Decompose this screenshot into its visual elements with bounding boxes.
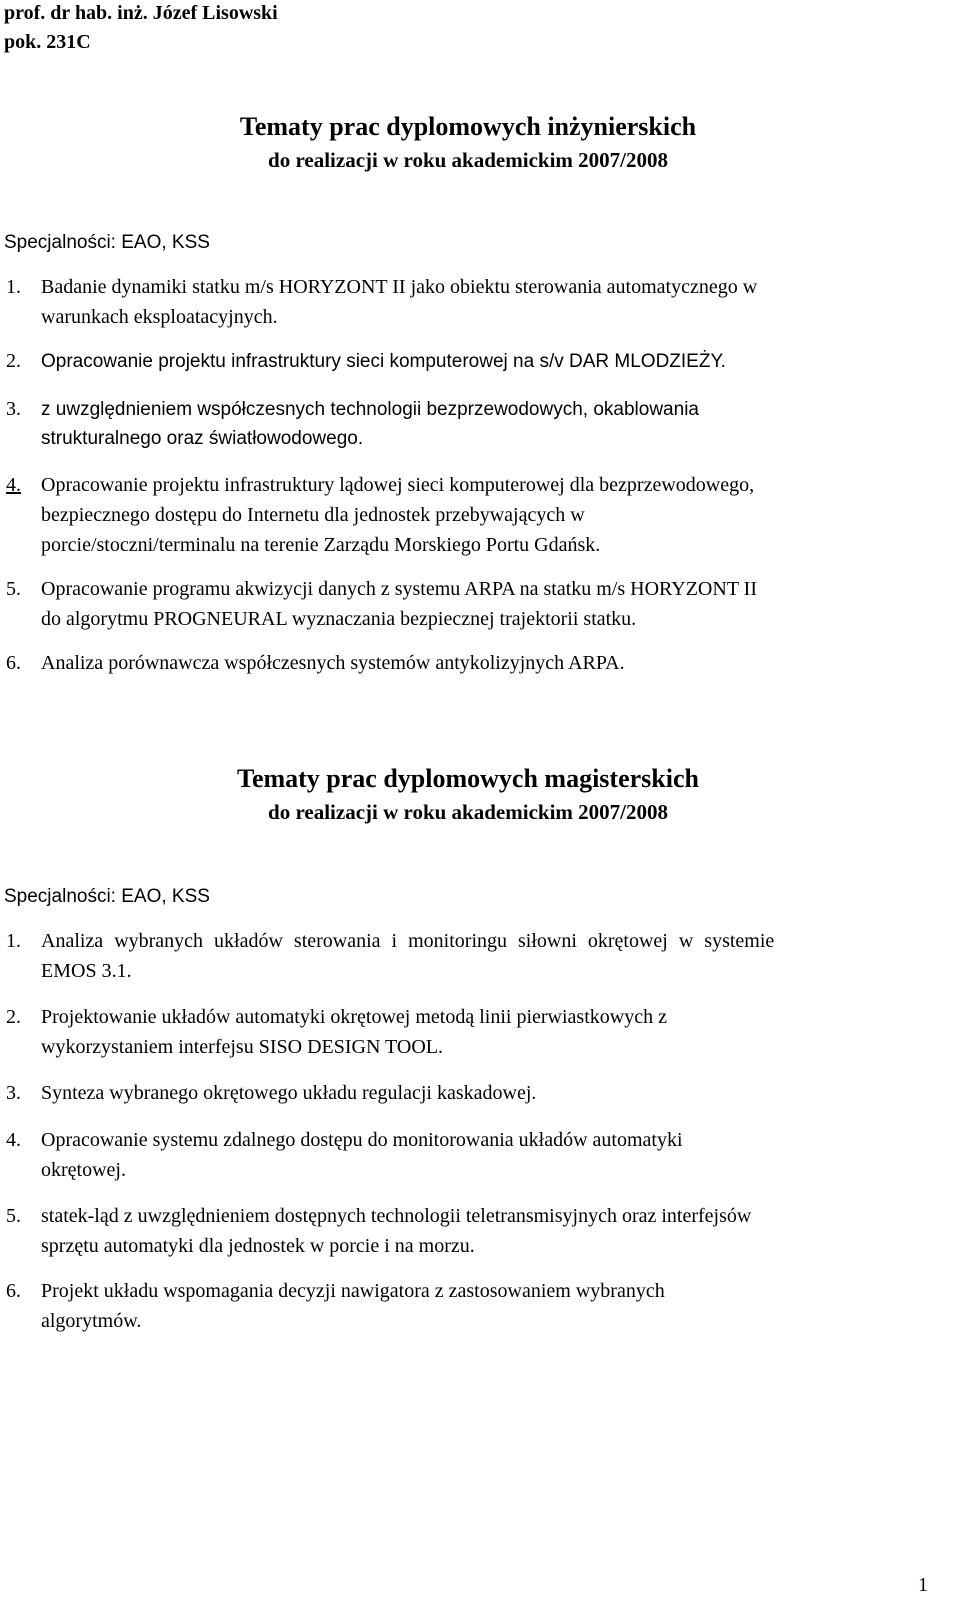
item-line: sprzętu automatyki dla jednostek w porcie i na morzu. xyxy=(41,1235,475,1257)
engineering-specialties: Specjalności: EAO, KSS xyxy=(4,232,210,253)
page-number: 1 xyxy=(918,1574,928,1596)
item-line: Synteza wybranego okrętowego układu regulacji kaskadowej. xyxy=(41,1082,537,1104)
masters-title: Tematy prac dyplomowych magisterskich xyxy=(237,764,699,793)
item-number: 6. xyxy=(6,652,21,674)
item-number: 6. xyxy=(6,1280,21,1302)
item-number: 1. xyxy=(6,276,21,298)
item-line: Opracowanie systemu zdalnego dostępu do monitorowania układów automatyki xyxy=(41,1129,683,1151)
author-name: prof. dr hab. inż. Józef Lisowski xyxy=(4,2,278,24)
item-line: Opracowanie projektu infrastruktury lądowej sieci komputerowej dla bezprzewodowego, xyxy=(41,474,755,496)
item-line: Opracowanie programu akwizycji danych z systemu ARPA na statku m/s HORYZONT II xyxy=(41,578,757,600)
item-number: 5. xyxy=(6,578,21,600)
item-number: 2. xyxy=(6,350,21,372)
item-number: 5. xyxy=(6,1205,21,1227)
item-line: warunkach eksploatacyjnych. xyxy=(41,306,278,328)
item-line: do algorytmu PROGNEURAL wyznaczania bezpiecznej trajektorii statku. xyxy=(41,608,637,630)
item-line: okrętowej. xyxy=(41,1159,126,1181)
item-line: bezpiecznego dostępu do Internetu dla jednostek przebywających w xyxy=(41,504,585,526)
item-line: strukturalnego oraz światłowodowego. xyxy=(41,428,364,449)
item-line: porcie/stoczni/terminalu na terenie Zarządu Morskiego Portu Gdańsk. xyxy=(41,534,601,556)
item-line: Badanie dynamiki statku m/s HORYZONT II jako obiektu sterowania automatycznego w xyxy=(41,276,758,298)
item-line: statek-ląd z uwzględnieniem dostępnych technologii teletransmisyjnych oraz interfejsów xyxy=(41,1205,752,1227)
item-number: 3. xyxy=(6,1082,21,1104)
item-line: Projektowanie układów automatyki okrętowej metodą linii pierwiastkowych z xyxy=(41,1006,667,1028)
room-number: pok. 231C xyxy=(4,31,91,53)
item-number: 3. xyxy=(6,398,21,420)
item-number: 4. xyxy=(6,1129,21,1151)
masters-specialties: Specjalności: EAO, KSS xyxy=(4,886,210,907)
item-line: EMOS 3.1. xyxy=(41,960,132,982)
item-line: Analiza porównawcza współczesnych systemów antykolizyjnych ARPA. xyxy=(41,652,625,674)
item-line: Analiza wybranych układów sterowania i monitoringu siłowni okrętowej w systemie xyxy=(41,930,775,952)
item-line: Opracowanie projektu infrastruktury sieci komputerowej na s/v DAR MLODZIEŻY. xyxy=(41,351,726,372)
engineering-subtitle: do realizacji w roku akademickim 2007/2008 xyxy=(268,148,668,172)
item-line: Projekt układu wspomagania decyzji nawigatora z zastosowaniem wybranych xyxy=(41,1280,665,1302)
item-line: wykorzystaniem interfejsu SISO DESIGN TOOL. xyxy=(41,1036,443,1058)
item-line: algorytmów. xyxy=(41,1310,142,1332)
item-number: 4. xyxy=(6,474,21,496)
item-number: 1. xyxy=(6,930,21,952)
masters-subtitle: do realizacji w roku akademickim 2007/2008 xyxy=(268,800,668,824)
item-line: z uwzględnieniem współczesnych technologii bezprzewodowych, okablowania xyxy=(41,399,699,420)
engineering-title: Tematy prac dyplomowych inżynierskich xyxy=(239,112,697,141)
item-number: 2. xyxy=(6,1006,21,1028)
